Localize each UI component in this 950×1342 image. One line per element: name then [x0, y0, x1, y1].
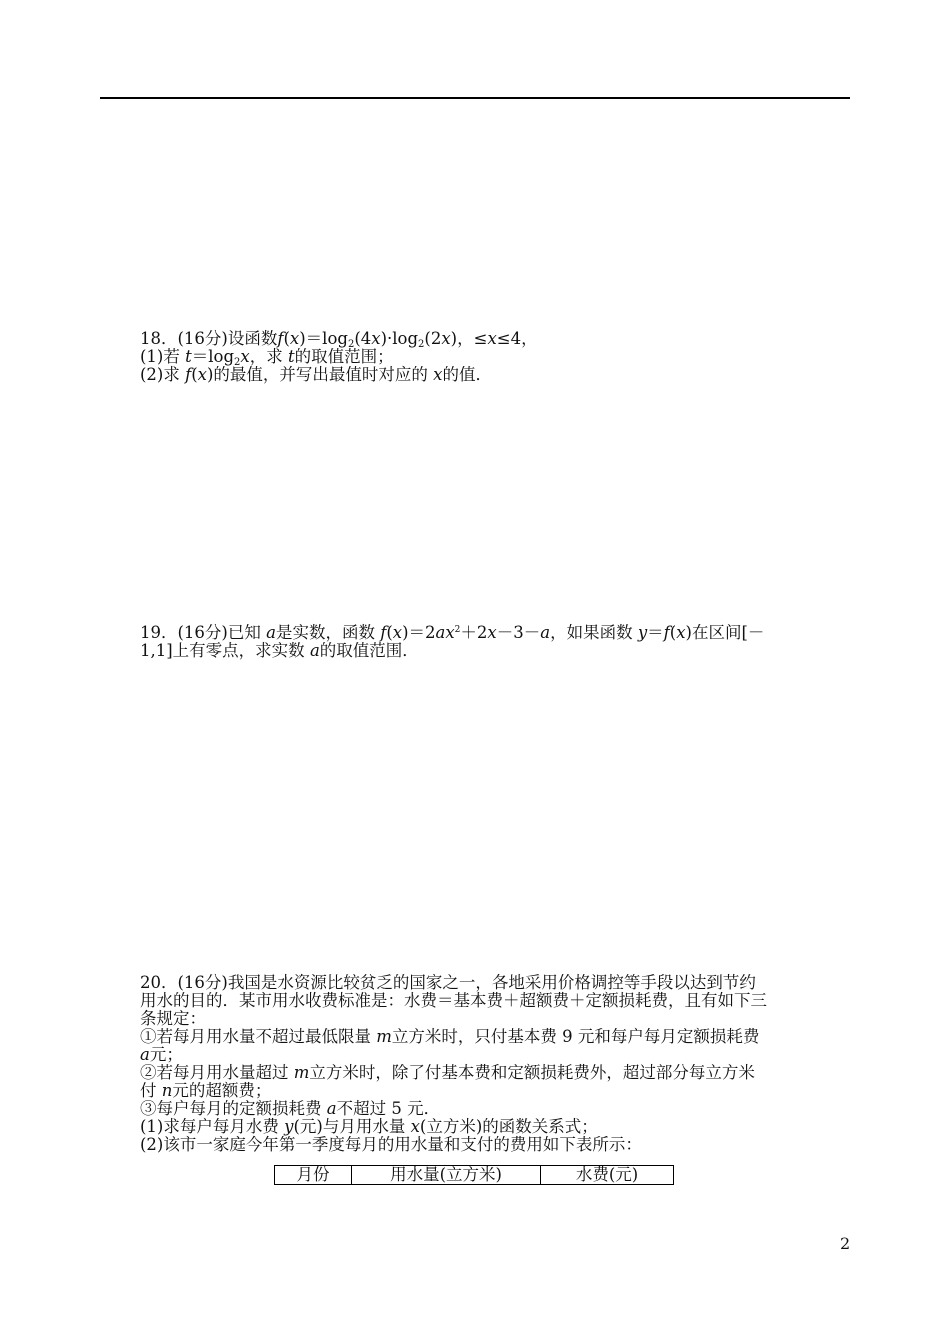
- water-usage-table: [274, 1165, 674, 1185]
- problem-18-statement: 18．(16分)设函数$f(x)=\log_2(4x)\cdot\log_2(2x)$，≤x≤4，: [140, 329, 538, 350]
- problem-20-line-2: 用水的目的．某市用水收费标准是：水费＝基本费＋超额费＋定额损耗费，且有如下三: [140, 991, 767, 1010]
- table-header-month: 月份: [275, 1166, 352, 1185]
- problem-20-rule-1: ①若每月用水量不超过最低限量 m立方米时，只付基本费 9 元和每户每月定额损耗费: [140, 1027, 760, 1046]
- problem-20-part-1: (1)求每户每月水费 y(元)与月用水量 x(立方米)的函数关系式；: [140, 1117, 598, 1136]
- problem-19: [140, 624, 852, 660]
- header-rule: [100, 97, 850, 99]
- problem-20: [140, 974, 852, 1154]
- problem-20-line-3: 条规定：: [140, 1009, 206, 1028]
- problem-20-rule-1-cont: a元；: [140, 1045, 183, 1064]
- problem-20-rule-2-cont: 付 n元的超额费；: [140, 1081, 272, 1100]
- problem-19-line-1: 19．(16分)已知 a是实数，函数 $f(x)=2ax^2+2x-3-a$，如果函数 y＝f(x)在区间[－: [140, 623, 765, 642]
- problem-19-line-2: 1,1]上有零点，求实数 a的取值范围．: [140, 641, 419, 660]
- problem-20-line-1: 20．(16分)我国是水资源比较贫乏的国家之一，各地采用价格调控等手段以达到节约: [140, 973, 756, 992]
- problem-20-rule-3: ③每户每月的定额损耗费 a不超过 5 元．: [140, 1099, 441, 1118]
- problem-20-rule-2: ②若每月用水量超过 m立方米时，除了付基本费和定额损耗费外，超过部分每立方米: [140, 1063, 755, 1082]
- problem-20-part-2: (2)该市一家庭今年第一季度每月的用水量和支付的费用如下表所示：: [140, 1135, 642, 1154]
- table-header-row: [275, 1166, 674, 1185]
- page-number: 2: [840, 1234, 851, 1253]
- problem-18: [140, 330, 852, 384]
- table-header-fee: 水费(元): [541, 1166, 674, 1185]
- problem-18-part-1: (1)若 $t=\log_2x$，求 t的取值范围；: [140, 347, 394, 368]
- problem-18-part-2: (2)求 f(x)的最值，并写出最值时对应的 x的值．: [140, 365, 492, 384]
- table-header-usage: 用水量(立方米): [352, 1166, 541, 1185]
